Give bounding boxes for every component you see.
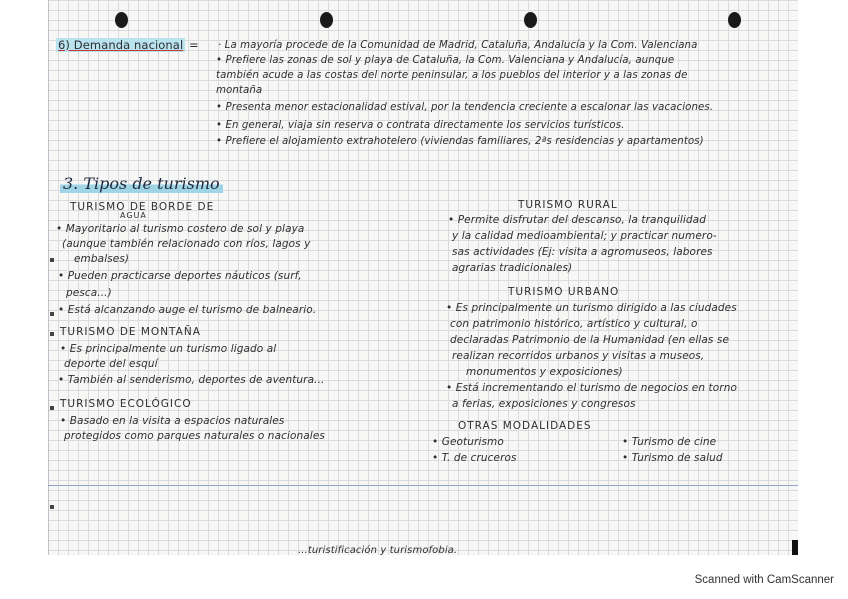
section6-line: montaña	[216, 85, 263, 96]
eco-line: • Basado en la visita a espacios naturales	[60, 415, 285, 427]
urbano-line: realizan recorridos urbanos y visitas a museos,	[452, 350, 705, 362]
section3-title: 3. Tipos de turismo	[60, 174, 223, 193]
section6-line: • Presenta menor estacionalidad estival, por la tendencia creciente a escalonar las vacaciones.	[216, 102, 714, 113]
section6-eq: =	[189, 38, 199, 52]
borde-line: • Pueden practicarse deportes náuticos (surf,	[58, 270, 302, 282]
borde-line: pesca...)	[66, 287, 112, 299]
section6-heading	[56, 39, 199, 51]
eco-line: protegidos como parques naturales o nacionales	[64, 430, 325, 442]
borde-line: • Está alcanzando auge el turismo de balneario.	[58, 304, 317, 316]
borde-title: TURISMO DE BORDE DE	[70, 201, 215, 213]
montana-line: • Es principalmente un turismo ligado al	[60, 343, 277, 355]
rural-line: y la calidad medioambiental; y practicar numero-	[452, 230, 717, 242]
left-margin-mark	[50, 332, 54, 336]
section6-label: 6) Demanda nacional	[58, 38, 184, 52]
rural-title: TURISMO RURAL	[518, 199, 618, 211]
urbano-line: a ferias, exposiciones y congresos	[452, 398, 636, 410]
left-margin-mark	[50, 406, 54, 410]
montana-title: TURISMO DE MONTAÑA	[60, 326, 201, 338]
urbano-title: TURISMO URBANO	[508, 286, 620, 298]
borde-line: (aunque también relacionado con ríos, lagos y	[62, 238, 311, 250]
page-edge-shadow	[792, 540, 798, 555]
rural-line: • Permite disfrutar del descanso, la tranquilidad	[448, 214, 706, 226]
left-margin-mark	[50, 258, 54, 262]
borde-line: • Mayoritario al turismo costero de sol y playa	[56, 223, 305, 235]
urbano-line: • Está incrementando el turismo de negocios en torno	[446, 382, 737, 394]
left-margin-mark	[50, 312, 54, 316]
ring-hole	[320, 12, 333, 28]
montana-line: deporte del esquí	[64, 358, 158, 370]
urbano-line: con patrimonio histórico, artístico y cultural, o	[450, 318, 698, 330]
borde-line: embalses)	[74, 253, 130, 265]
cutoff-line: ...turistificación y turismofobia.	[298, 545, 458, 555]
ring-hole	[524, 12, 537, 28]
left-margin-mark	[50, 505, 54, 509]
section6-line: • Prefiere las zonas de sol y playa de Cataluña, la Com. Valenciana y Andalucía, aunque	[216, 55, 675, 66]
montana-line: • También al senderismo, deportes de aventura...	[58, 374, 325, 386]
urbano-line: monumentos y exposiciones)	[466, 366, 623, 378]
otras-item: • T. de cruceros	[432, 452, 517, 464]
urbano-line: declaradas Patrimonio de la Humanidad (en ellas se	[450, 334, 730, 346]
borde-title-2: AGUA	[120, 211, 147, 220]
rural-line: sas actividades (Ej: visita a agromuseos, labores	[452, 246, 713, 258]
section6-line: • Prefiere el alojamiento extrahotelero (viviendas familiares, 2ªs residencias y apartamentos)	[216, 136, 704, 147]
otras-title: OTRAS MODALIDADES	[458, 420, 592, 432]
section6-line: también acude a las costas del norte peninsular, a los pueblos del interior y a las zonas de	[216, 70, 688, 81]
section6-line: · La mayoría procede de la Comunidad de Madrid, Cataluña, Andalucía y la Com. Valenciana	[218, 40, 698, 51]
margin-line	[48, 0, 49, 555]
section6-line: • En general, viaja sin reserva o contrata directamente los servicios turísticos.	[216, 120, 625, 131]
rural-line: agrarias tradicionales)	[452, 262, 573, 274]
ring-hole	[115, 12, 128, 28]
scanner-caption: Scanned with CamScanner	[694, 574, 834, 586]
urbano-line: • Es principalmente un turismo dirigido a las ciudades	[446, 302, 737, 314]
otras-item: • Turismo de cine	[622, 436, 717, 448]
otras-item: • Geoturismo	[432, 436, 504, 448]
ring-hole	[728, 12, 741, 28]
page-bottom-line	[48, 485, 798, 486]
notebook-page	[48, 0, 798, 555]
otras-item: • Turismo de salud	[622, 452, 723, 464]
eco-title: TURISMO ECOLÓGICO	[60, 398, 192, 410]
